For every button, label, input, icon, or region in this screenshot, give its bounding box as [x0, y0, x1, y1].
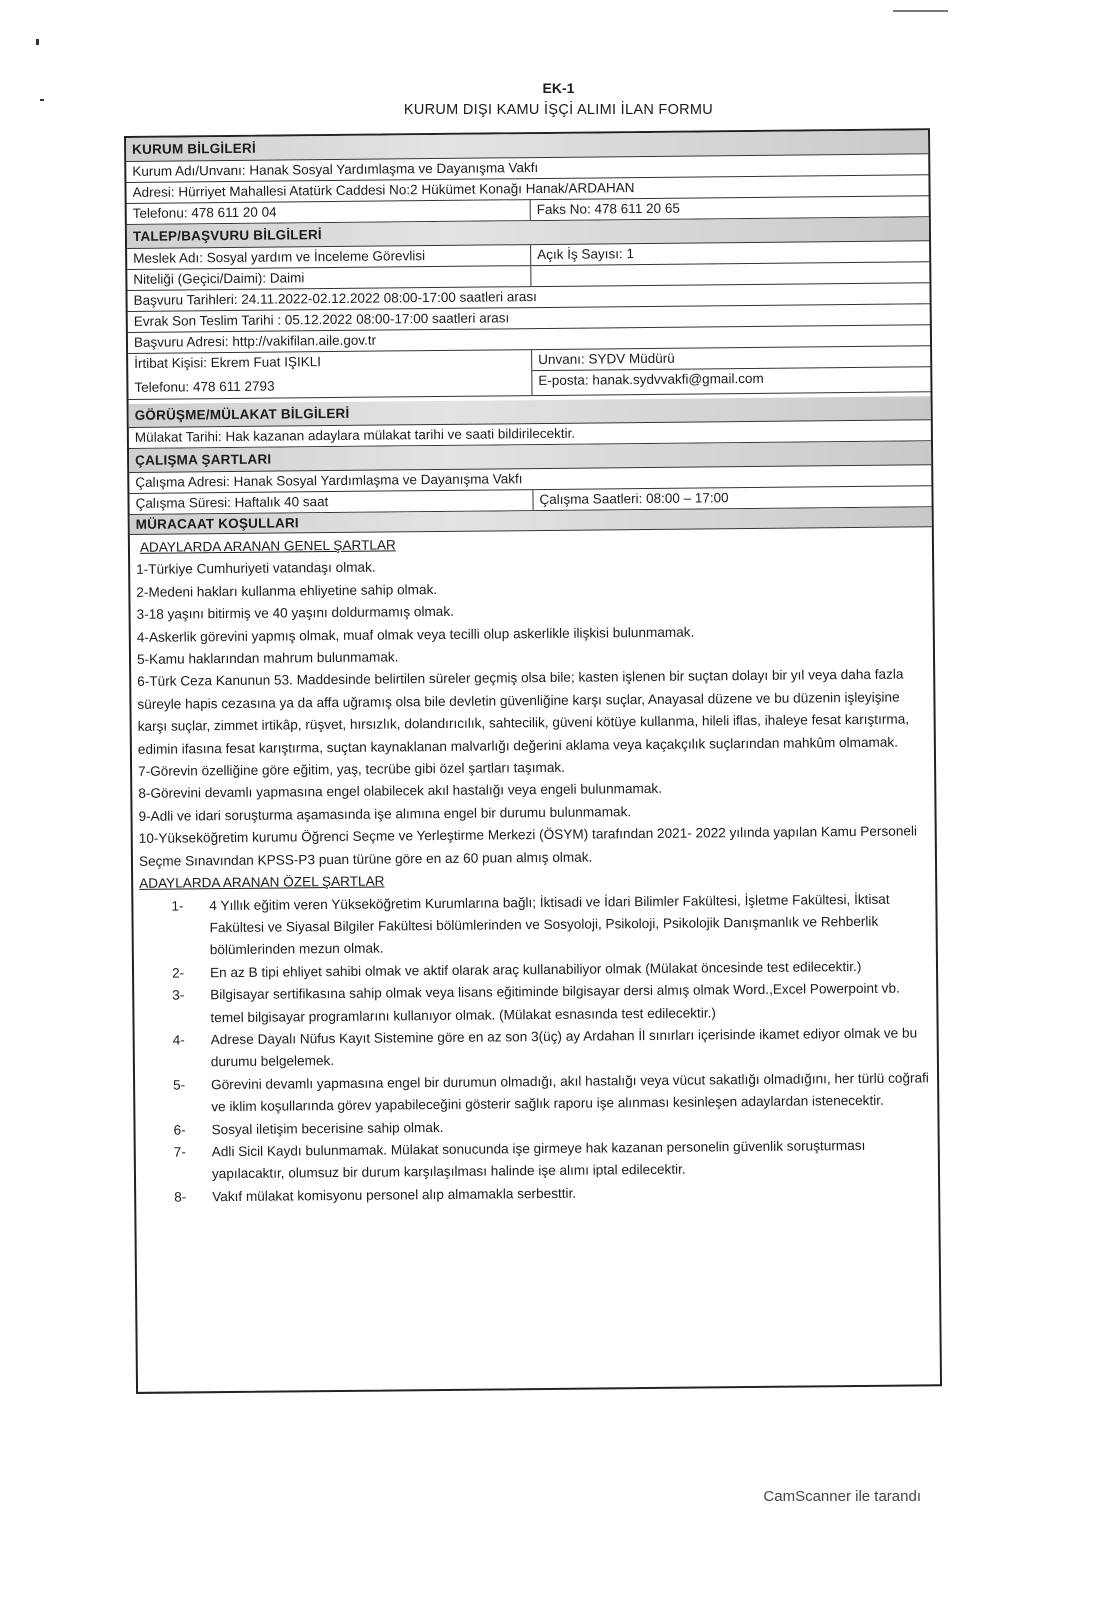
general-item: 10-Yükseköğretim kurumu Öğrenci Seçme ve Yerleştirme Merkezi (ÖSYM) tarafından 2021- 2022 yılında yapılan Kamu Personeli Seçme Sınavından KPSS-P3 puan türüne göre en az 60 puan almış olmak. [138, 823, 918, 869]
special-item [139, 888, 930, 963]
special-item-text: Vakıf mülakat komisyonu personel alıp almamakla serbesttir. [212, 1185, 577, 1204]
special-item-number: 6- [173, 1122, 186, 1138]
special-item-number: 8- [174, 1189, 187, 1205]
work-duration: Çalışma Süresi: Haftalık 40 saat [129, 490, 533, 514]
conditions-body [130, 527, 938, 1211]
general-item: 2-Medeni hakları kullanma ehliyetine sahip olmak. [136, 581, 438, 600]
interview-date: Mülakat Tarihi: Hak kazanan adaylara mülakat tarihi ve saati bildirilecektir. [129, 420, 931, 449]
general-item: 8-Görevini devamlı yapmasına engel olabilecek akıl hastalığı veya engeli bulunmamak. [138, 781, 663, 802]
open-positions: Açık İş Sayısı: 1 [537, 246, 635, 263]
section-institution: KURUM BİLGİLERİ [126, 130, 928, 162]
special-requirements-list [139, 888, 932, 1209]
institution-name: Kurum Adı/Unvanı: Hanak Sosyal Yardımlaşma ve Dayanışma Vakfı [126, 154, 928, 183]
special-item-number: 5- [173, 1077, 186, 1093]
general-requirements-list [136, 552, 929, 873]
application-dates: Başvuru Tarihleri: 24.11.2022-02.12.2022 08:00-17:00 saatleri arası [127, 283, 929, 312]
job-nature: Niteliği (Geçici/Daimi): Daimi [127, 266, 531, 290]
special-item-text: Adli Sicil Kaydı bulunmamak. Mülakat sonucunda işe girmeye hak kazanan personelin güvenlik soruşturması yapılacaktır, olumsuz bir durum karşılaşılması halinde işe alımı iptal edilecektir. [211, 1137, 866, 1182]
announcement-form [124, 128, 942, 1394]
special-item-number: 7- [173, 1144, 186, 1160]
special-item [142, 1134, 932, 1186]
institution-phone: Telefonu: 478 611 20 04 [127, 200, 531, 224]
special-item [141, 1067, 931, 1119]
application-address: Başvuru Adresi: http://vakifilan.aile.gov.tr [128, 325, 930, 354]
special-item-text: Görevini devamlı yapmasına engel bir durumun olmadığı, akıl hastalığı veya vücut sakatlığı olmadığını, her türlü coğrafi ve iklim koşullarında görev yapabileceğini gösterir sağlık raporu işe alınması kesinleşen adaylardan istenecektir. [211, 1070, 929, 1115]
special-item-text: Adrese Dayalı Nüfus Kayıt Sistemine göre en az son 3(üç) ay Ardahan İl sınırları içerisinde ikamet ediyor olmak ve bu durumu belgelemek. [210, 1025, 918, 1070]
section-conditions: MÜRACAAT KOŞULLARI [130, 507, 932, 535]
form-title: KURUM DIŞI KAMU İŞÇİ ALIMI İLAN FORMU [403, 102, 714, 118]
special-item-number: 2- [171, 965, 185, 981]
general-requirements-title: ADAYLARDA ARANAN GENEL ŞARTLAR [139, 537, 396, 555]
special-item-number: 3- [172, 987, 185, 1003]
job-title: Meslek Adı: Sosyal yardım ve İnceleme Görevlisi [127, 245, 531, 269]
special-item-number: 1- [171, 897, 184, 914]
annex-label: EK-1 [542, 80, 575, 96]
general-item: 7-Görevin özelliğine göre eğitim, yaş, tecrübe gibi özel şartları taşımak. [138, 759, 566, 779]
general-item: 6-Türk Ceza Kanunun 53. Maddesinde belirtilen süreler geçmiş olsa bile; kasten işlenen bir suçtan dolayı bir yıl veya daha fazla süreyle hapis cezasına ya da affa uğramış olsa bile devletin güvenliğine karşı suçlar, Anayasal düzene ve bu düzenin işleyişine karşı suçlar, zimmet irtikâp, rüşvet, hırsızlık, dolandırıcılık, sahtecilik, güveni kötüye kullanma, hileli iflas, ihaleye fesat karıştırma, edimin ifasına fesat karıştırma, suçtan kaynaklanan malvarlığı değerini aklama veya kaçakçılık suçlarından mahkûm olmamak. [137, 666, 910, 757]
special-item-text: En az B tipi ehliyet sahibi olmak ve aktif olarak araç kullanabiliyor olmak (Mülakat öncesinde test edilecektir.) [209, 958, 862, 980]
special-item-text: Bilgisayar sertifikasına sahip olmak veya lisans eğitiminde bilgisayar dersi almış olmak Word.,Excel Powerpoint vb. temel bilgisayar programlarını kullanıyor olmak. (Mülakat esnasında test edilecektir.) [210, 980, 900, 1025]
special-item-number: 4- [172, 1032, 185, 1048]
scan-speck [40, 99, 44, 101]
scan-speck [36, 39, 39, 45]
empty-cell [531, 262, 929, 286]
general-item: 3-18 yaşını bitirmiş ve 40 yaşını doldurmamış olmak. [136, 604, 454, 623]
general-item: 1-Türkiye Cumhuriyeti vatandaşı olmak. [136, 560, 376, 578]
special-item [141, 1022, 931, 1074]
contact-email: E-posta: hanak.sydvvakfi@gmail.com [538, 370, 764, 389]
contact-title: Unvanı: SYDV Müdürü [532, 346, 930, 371]
scan-edge-line [893, 10, 948, 12]
institution-fax: Faks No: 478 611 20 65 [536, 200, 680, 218]
general-item: 9-Adli ve idari soruşturma aşamasında işe alımına engel bir durumu bulunmamak. [138, 804, 632, 824]
section-work: ÇALIŞMA ŞARTLARI [129, 441, 931, 473]
work-address: Çalışma Adresi: Hanak Sosyal Yardımlaşma ve Dayanışma Vakfı [129, 465, 931, 494]
scanner-watermark: CamScanner ile tarandı [763, 1488, 921, 1505]
section-interview: GÖRÜŞME/MÜLAKAT BİLGİLERİ [129, 396, 931, 428]
general-item: 5-Kamu haklarından mahrum bulunmamak. [136, 649, 399, 667]
special-item-text: Sosyal iletişim becerisine sahip olmak. [211, 1119, 444, 1137]
general-item: 4-Askerlik görevini yapmış olmak, muaf olmak veya tecilli olup askerlikle ilişkisi bulunmamak. [136, 624, 695, 645]
section-application: TALEP/BAŞVURU BİLGİLERİ [127, 217, 929, 249]
special-item-text: 4 Yıllık eğitim veren Yükseköğretim Kurumlarına bağlı; İktisadi ve İdari Bilimler Fakültesi, İşletme Fakültesi, İktisat Fakültesi ve Siyasal Bilgiler Fakültesi bölümlerinden ve Sosyoloji, Psikoloji, Psikolojik Danışmanlık ve Rehberlik bölümlerinden mezun olmak. [209, 891, 890, 958]
contact-row [128, 346, 930, 400]
contact-phone: Telefonu: 478 611 2793 [134, 378, 275, 395]
special-item [140, 977, 930, 1029]
contact-person: İrtibat Kişisi: Ekrem Fuat IŞIKLI [134, 354, 322, 371]
special-requirements-title: ADAYLARDA ARANAN ÖZEL ŞARTLAR [139, 873, 385, 891]
work-hours: Çalışma Saatleri: 08:00 – 17:00 [539, 490, 729, 508]
document-deadline: Evrak Son Teslim Tarihi : 05.12.2022 08:00-17:00 saatleri arası [128, 304, 930, 333]
institution-address: Adresi: Hürriyet Mahallesi Atatürk Caddesi No:2 Hükümet Konağı Hanak/ARDAHAN [126, 175, 928, 204]
